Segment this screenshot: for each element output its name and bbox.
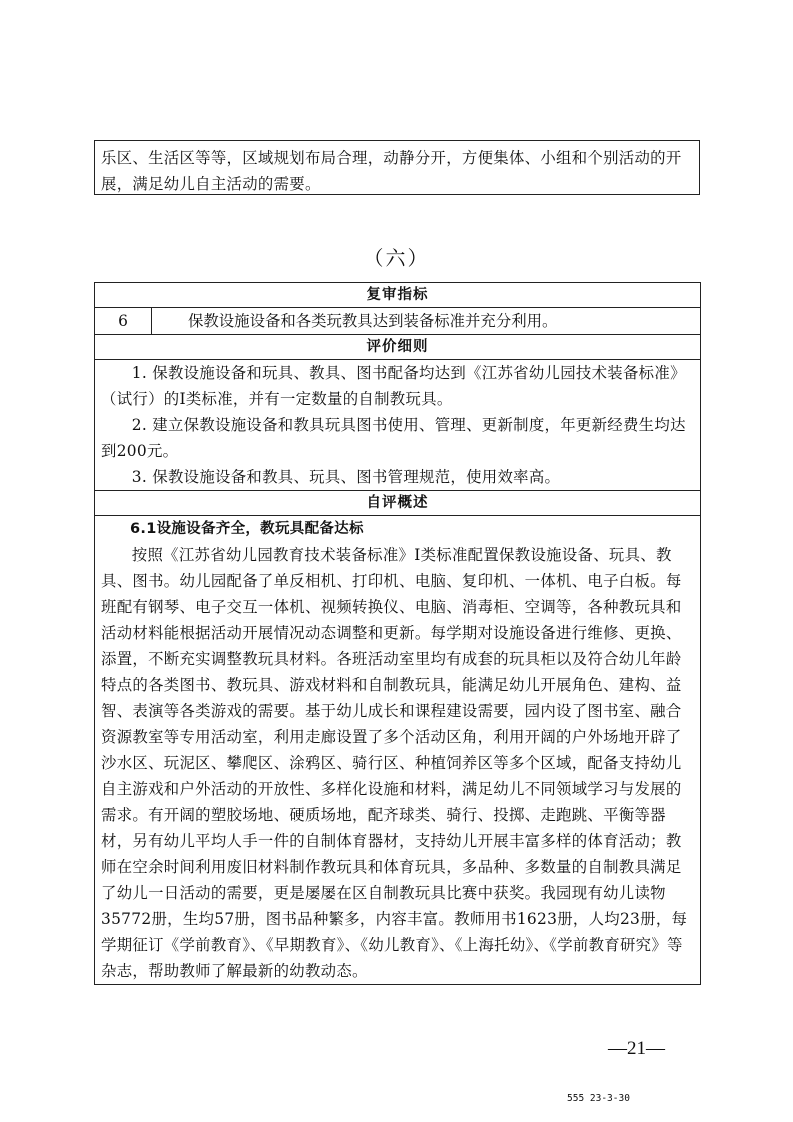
criteria-item-3: 3. 保教设施设备和教具、玩具、图书管理规范，使用效率高。 [131, 468, 561, 486]
self-eval-header: 自评概述 [95, 491, 701, 516]
criteria-item-1: 1. 保教设施设备和玩具、教具、图书配备均达到《江苏省幼儿园技术装备标准》（试行）的Ⅰ类标准，并有一定数量的自制教玩具。 [101, 364, 686, 408]
self-eval-cell [95, 516, 701, 985]
self-eval-body: 按照《江苏省幼儿园教育技术装备标准》Ⅰ类标准配置保教设施设备、玩具、教具、图书。幼儿园配备了单反相机、打印机、电脑、复印机、一体机、电子白板。每班配有钢琴、电子交互一体机、视频转换仪、电脑、消毒柜、空调等，各种教玩具和活动材料能根据活动开展情况动态调整和更新。每学期对设施设备进行维修、更换、添置，不断充实调整教玩具材料。各班活动室里均有成套的玩具柜以及符合幼儿年龄特点的各类图书、教玩具、游戏材料和自制教玩具，能满足幼儿开展角色、建构、益智、表演等各类游戏的需要。基于幼儿成长和课程建设需要，园内设了图书室、融合资源教室等专用活动室，利用走廊设置了多个活动区角，利用开阔的户外场地开辟了沙水区、玩泥区、攀爬区、涂鸦区、骑行区、种植饲养区等多个区域，配备支持幼儿自主游戏和户外活动的开放性、多样化设施和材料，满足幼儿不同领域学习与发展的需求。有开阔的塑胶场地、硬质场地，配齐球类、骑行、投掷、走跑跳、平衡等器材，另有幼儿平均人手一件的自制体育器材，支持幼儿开展丰富多样的体育活动；教师在空余时间利用废旧材料制作教玩具和体育玩具，多品种、多数量的自制教具满足了幼儿一日活动的需要，更是屡屡在区自制教玩具比赛中获奖。我园现有幼儿读物35772册，生均57册，图书品种繁多，内容丰富。教师用书1623册，人均23册，每学期征订《学前教育》、《早期教育》、《幼儿教育》、《上海托幼》、《学前教育研究》等杂志，帮助教师了解最新的幼教动态。 [101, 546, 688, 980]
subheading: 6.1设施设备齐全，教玩具配备达标 [130, 521, 364, 537]
criteria-cell [95, 360, 701, 491]
top-paragraph: 乐区、生活区等等，区域规划布局合理，动静分开，方便集体、小组和个别活动的开展，满足幼儿自主活动的需要。 [101, 149, 682, 193]
index-text: 保教设施设备和各类玩教具达到装备标准并充分利用。 [152, 308, 701, 335]
index-number: 6 [95, 308, 152, 335]
top-text-box [94, 140, 700, 195]
criteria-item-2: 2. 建立保教设施设备和教具玩具图书使用、管理、更新制度，年更新经费生均达到200元。 [101, 416, 686, 460]
section-title: （六） [363, 246, 430, 270]
review-index-header: 复审指标 [95, 283, 701, 308]
print-stamp: 555 23-3-30 [567, 1093, 630, 1104]
page-number: —21— [608, 1038, 665, 1059]
review-table [94, 282, 701, 985]
criteria-header: 评价细则 [95, 335, 701, 360]
